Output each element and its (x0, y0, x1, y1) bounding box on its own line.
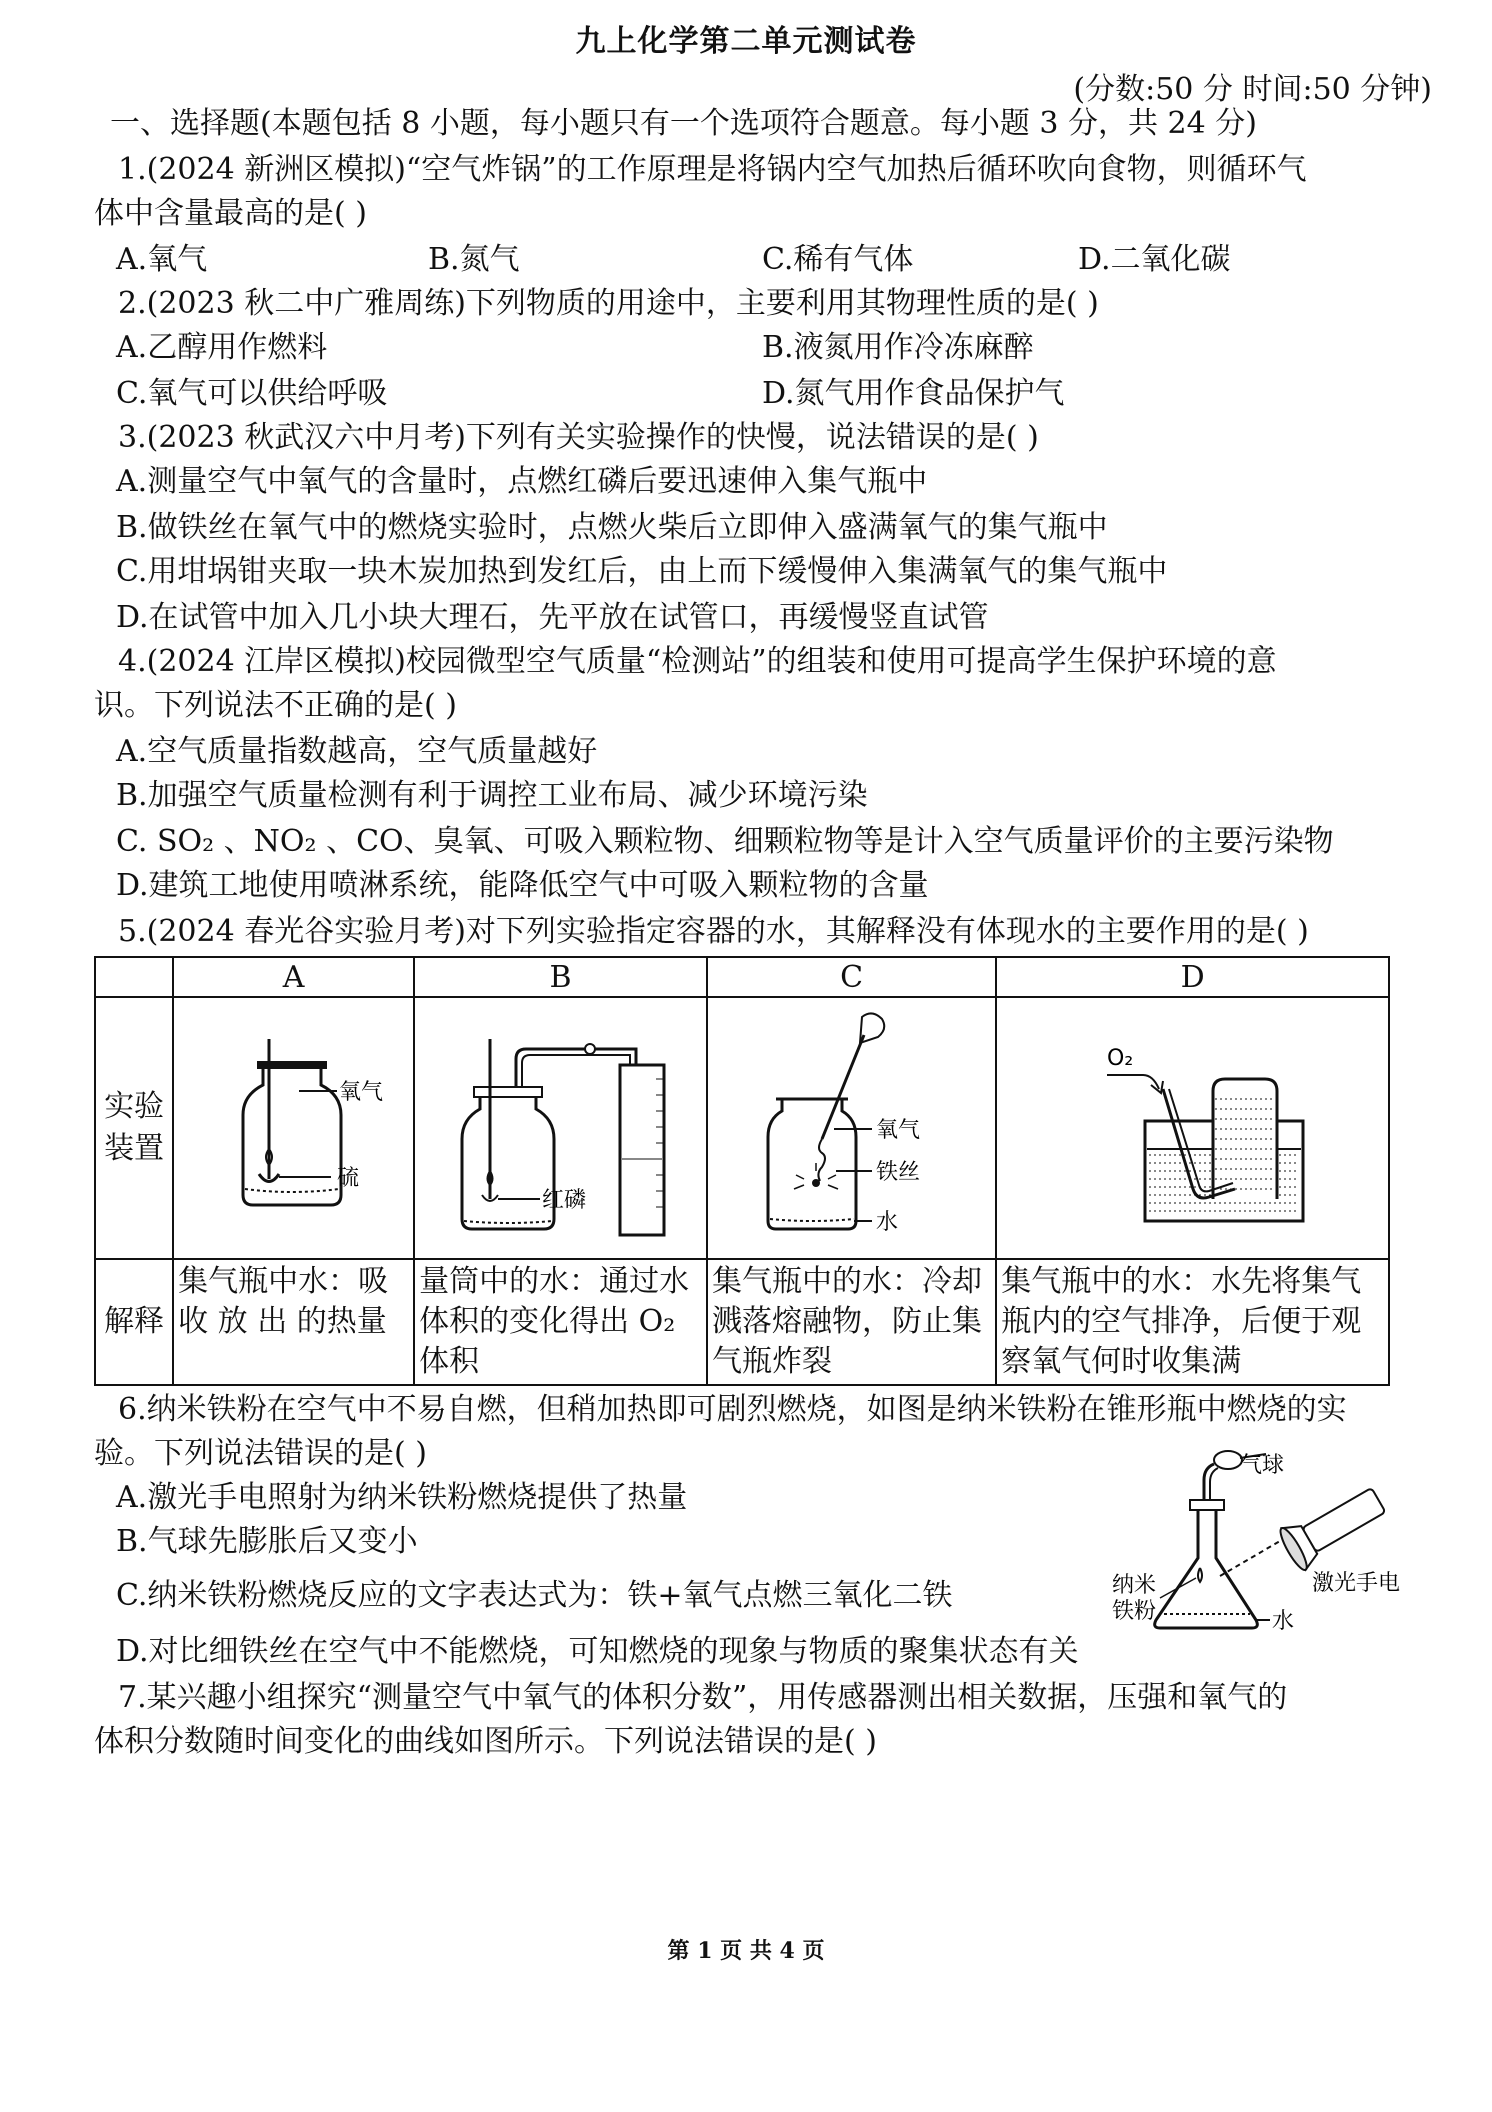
fig-b-label-phosphorus: 红磷 (541, 1188, 586, 1213)
q3-option-a: A.测量空气中氧气的含量时，点燃红磷后要迅速伸入集气瓶中 (116, 464, 928, 499)
q7-stem-line1: 7.某兴趣小组探究“测量空气中氧气的体积分数”，用传感器测出相关数据，压强和氧气的 (118, 1680, 1288, 1715)
q5-explain-d: 集气瓶中的水：水先将集气瓶内的空气排净，后便于观察氧气何时收集满 (996, 1259, 1389, 1385)
q3-option-b: B.做铁丝在氧气中的燃烧实验时，点燃火柴后立即伸入盛满氧气的集气瓶中 (116, 510, 1108, 545)
q4-option-c: C. SO₂ 、NO₂ 、CO、臭氧、可吸入颗粒物、细颗粒物等是计入空气质量评价的主要污染物 (116, 824, 1334, 859)
q1-option-d: D.二氧化碳 (1078, 242, 1231, 277)
fig-a-label-sulfur: 硫 (336, 1166, 359, 1191)
q3-option-d: D.在试管中加入几小块大理石，先平放在试管口，再缓慢竖直试管 (116, 600, 989, 635)
q6-option-c: C.纳米铁粉燃烧反应的文字表达式为：铁+氧气点燃三氧化二铁 (116, 1578, 953, 1613)
fig-a-label-oxygen: 氧气 (338, 1080, 383, 1105)
red-phosphorus-figure (420, 999, 702, 1249)
q1-option-b: B.氮气 (428, 242, 520, 277)
fig-nano-label-2: 铁粉 (1112, 1599, 1157, 1624)
q5-explain-b: 量筒中的水：通过水体积的变化得出 O₂ 体积 (414, 1259, 707, 1385)
q3-stem: 3.(2023 秋武汉六中月考)下列有关实验操作的快慢，说法错误的是( ) (118, 420, 1039, 455)
q2-option-c: C.氧气可以供给呼吸 (116, 376, 388, 411)
q1-stem-line2: 体中含量最高的是( ) (94, 196, 367, 231)
q5-table (94, 956, 1390, 1386)
fig-water-label: 水 (1272, 1609, 1295, 1634)
q5-apparatus-c (707, 997, 996, 1259)
q4-option-d: D.建筑工地使用喷淋系统，能降低空气中可吸入颗粒物的含量 (116, 868, 929, 903)
iron-wire-figure (712, 999, 992, 1249)
q2-option-d: D.氮气用作食品保护气 (762, 376, 1065, 411)
q3-option-c: C.用坩埚钳夹取一块木炭加热到发红后，由上而下缓慢伸入集满氧气的集气瓶中 (116, 554, 1168, 589)
q6-option-d: D.对比细铁丝在空气中不能燃烧，可知燃烧的现象与物质的聚集状态有关 (116, 1634, 1079, 1669)
q4-stem-line1: 4.(2024 江岸区模拟)校园微型空气质量“检测站”的组装和使用可提高学生保护环境的意 (118, 644, 1277, 679)
q6-stem-line1: 6.纳米铁粉在空气中不易自燃，但稍加热即可剧烈燃烧，如图是纳米铁粉在锥形瓶中燃烧的实 (118, 1392, 1347, 1427)
q1-stem-line1: 1.(2024 新洲区模拟)“空气炸锅”的工作原理是将锅内空气加热后循环吹向食物，则循环气 (118, 152, 1307, 187)
q4-option-b: B.加强空气质量检测有利于调控工业布局、减少环境污染 (116, 778, 868, 813)
q5-header-d: D (996, 957, 1389, 997)
q5-apparatus-d (996, 997, 1389, 1259)
fig-c-label-water: 水 (875, 1210, 898, 1235)
sulfur-combustion-figure (179, 999, 409, 1249)
q6-nano-iron-figure (1060, 1448, 1400, 1638)
q4-stem-line2: 识。下列说法不正确的是( ) (94, 688, 457, 723)
fig-balloon-label: 气球 (1240, 1453, 1285, 1478)
q2-option-b: B.液氮用作冷冻麻醉 (762, 330, 1034, 365)
q5-apparatus-b (414, 997, 707, 1259)
q2-option-a: A.乙醇用作燃料 (116, 330, 328, 365)
q5-stem: 5.(2024 春光谷实验月考)对下列实验指定容器的水，其解释没有体现水的主要作用的是( ) (118, 914, 1309, 949)
q4-option-a: A.空气质量指数越高，空气质量越好 (116, 734, 598, 769)
page-footer: 第 1 页 共 4 页 (667, 1938, 825, 1964)
fig-nano-label-1: 纳米 (1112, 1573, 1157, 1598)
gas-collection-figure (1003, 999, 1383, 1249)
q5-row-label-apparatus: 实验装置 (95, 997, 173, 1259)
q5-header-a: A (173, 957, 414, 997)
q5-header-c: C (707, 957, 996, 997)
q1-option-a: A.氧气 (116, 242, 208, 277)
fig-c-label-iron-wire: 铁丝 (875, 1160, 920, 1185)
q5-explain-a: 集气瓶中水：吸收 放 出 的热量 (173, 1259, 414, 1385)
q5-corner-cell (95, 957, 173, 997)
q5-explain-c: 集气瓶中的水：冷却溅落熔融物，防止集气瓶炸裂 (707, 1259, 996, 1385)
q7-stem-line2: 体积分数随时间变化的曲线如图所示。下列说法错误的是( ) (94, 1724, 877, 1759)
q2-stem: 2.(2023 秋二中广雅周练)下列物质的用途中，主要利用其物理性质的是( ) (118, 286, 1099, 321)
q5-header-b: B (414, 957, 707, 997)
score-time-info: (分数:50 分 时间:50 分钟) (1073, 72, 1432, 107)
fig-flashlight-label: 激光手电 (1312, 1571, 1400, 1596)
fig-d-label-o2: O₂ (1106, 1046, 1133, 1071)
section-heading: 一、选择题(本题包括 8 小题，每小题只有一个选项符合题意。每小题 3 分，共 24 分) (110, 106, 1257, 141)
q5-row-label-explanation: 解释 (95, 1259, 173, 1385)
q6-option-a: A.激光手电照射为纳米铁粉燃烧提供了热量 (116, 1480, 688, 1515)
q1-option-c: C.稀有气体 (762, 242, 914, 277)
page-title: 九上化学第二单元测试卷 (575, 24, 917, 59)
q5-apparatus-a (173, 997, 414, 1259)
fig-c-label-oxygen: 氧气 (875, 1118, 920, 1143)
q6-option-b: B.气球先膨胀后又变小 (116, 1524, 418, 1559)
q6-stem-line2: 验。下列说法错误的是( ) (94, 1436, 427, 1471)
